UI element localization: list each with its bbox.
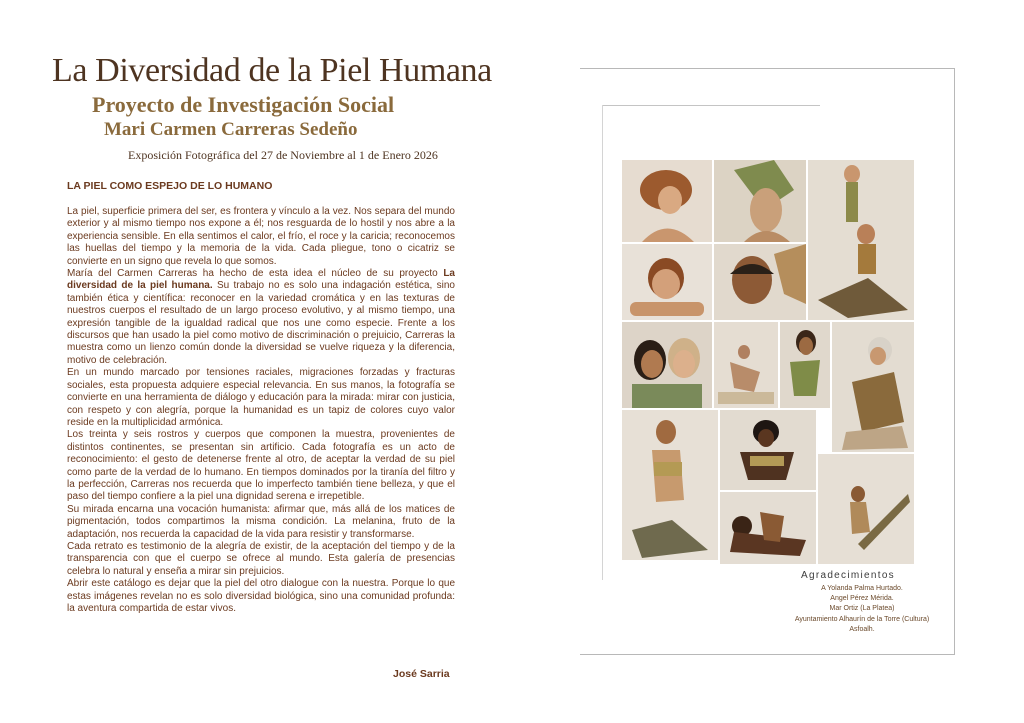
portrait-photo [622,160,712,242]
portrait-photo [808,160,914,320]
essay-paragraph: Abrir este catálogo es dejar que la piel del otro dialogue con la nuestra. Porque lo que estas imágenes revelan no es solo diversidad biológica, sino una comunidad profunda: la aventura compartida de estar vivos. [67,578,455,614]
essay-paragraph: Cada retrato es testimonio de la alegría de existir, de la aceptación del tiempo y de la transparencia con que el cuerpo se ofrece al mundo. Esta galería de presencias celebra lo natural y enseña a mirar sin prejuicios. [67,540,455,577]
document-title: La Diversidad de la Piel Humana [52,52,492,89]
exhibition-dates: Exposición Fotográfica del 27 de Noviembre al 1 de Enero 2026 [128,148,438,162]
essay-body [67,206,455,615]
project-name-emphasis: La diversidad de la piel humana. [67,268,455,292]
acknowledgement-item: A Yolanda Palma Hurtado. [821,585,903,592]
acknowledgement-item: Ayuntamiento Alhaurín de la Torre (Cultura) [794,615,930,623]
right-page [560,0,1024,723]
portrait-photo [714,322,778,408]
portrait-photo [832,322,914,452]
section-heading: LA PIEL COMO ESPEJO DE LO HUMANO [67,180,273,192]
portrait-photo [818,454,914,564]
portrait-photo [720,492,816,564]
acknowledgement-item: Mar Ortiz (La Platea) [829,605,895,613]
portrait-photo [714,244,806,320]
essay-paragraph [67,268,455,367]
inner-frame-line [602,105,603,580]
author-name: Mari Carmen Carreras Sedeño [104,119,358,140]
portrait-photo [622,244,712,320]
acknowledgements-title: Agradecimientos [801,570,895,581]
essay-text: Su trabajo no es solo una indagación estética, sino también ética y científica: reconocer en la variedad cromática y en las texturas de nuestros cuerpos el resultado de un largo proceso evolutivo, y al mismo tiempo, una expresión tangible de la igualdad radical que nos une como especie. Frente a los discursos que han usado la piel como motivo de discriminación o prejuicio, Carreras la muestra como un lienzo común donde la diversidad se vuelve riqueza y la diferencia, motivo de celebración. [67,280,455,366]
essay-paragraph: La piel, superficie primera del ser, es frontera y vínculo a la vez. Nos separa del mundo exterior y al mismo tiempo nos expone a él; nos resguarda de lo hostil y nos abre a la experiencia sensible. En ella sentimos el calor, el frío, el roce y la caricia; reconocemos las huellas del tiempo y la memoria de la vida. Cada pliegue, tono o cicatriz se convierte en un signo que revela lo que somos. [67,206,455,267]
essay-paragraph: Su mirada encarna una vocación humanista: afirmar que, más allá de los matices de pigmentación, todos compartimos la misma condición. La melanina, fruto de la adaptación, nos recuerda la capacidad de la vida para resistir y transformarse. [67,503,455,540]
inner-frame-line [602,105,820,106]
photo-collage [622,160,914,565]
essay-paragraph: Los treinta y seis rostros y cuerpos que componen la muestra, provenientes de distintos continentes, se presentan sin artificio. Cada fotografía es un acto de reconocimiento: el gesto de detenerse frente al otro, de aceptar la verdad de su piel como parte de la verdad de lo humano. En tiempos dominados por la tiranía del filtro y la perfección, Carreras nos recuerda que lo imperfecto también tiene belleza, y que el paso del tiempo confiere a la piel una dignidad serena e irrepetible. [67,429,455,503]
acknowledgements-list [782,584,942,635]
portrait-photo [720,410,816,490]
acknowledgement-item: Asfoalh. [849,625,875,633]
acknowledgement-item: Angel Pérez Mérida. [830,595,894,603]
essay-paragraph: En un mundo marcado por tensiones raciales, migraciones forzadas y fracturas sociales, esta propuesta adquiere especial relevancia. En sus manos, la fotografía se convierte en una herramienta de diálogo y educación para la mirada: mirar con justicia, con respeto y con alegría, porque la humanidad es un tapiz de colores cuyo valor reside en la multiplicidad armónica. [67,367,455,428]
document-subtitle: Proyecto de Investigación Social [92,92,395,117]
portrait-photo [622,410,718,560]
essay-text: María del Carmen Carreras ha hecho de esta idea el núcleo de su proyecto [67,268,444,280]
portrait-photo [714,160,806,242]
portrait-photo [622,322,712,408]
signature: José Sarria [393,668,450,680]
portrait-photo [780,322,830,408]
